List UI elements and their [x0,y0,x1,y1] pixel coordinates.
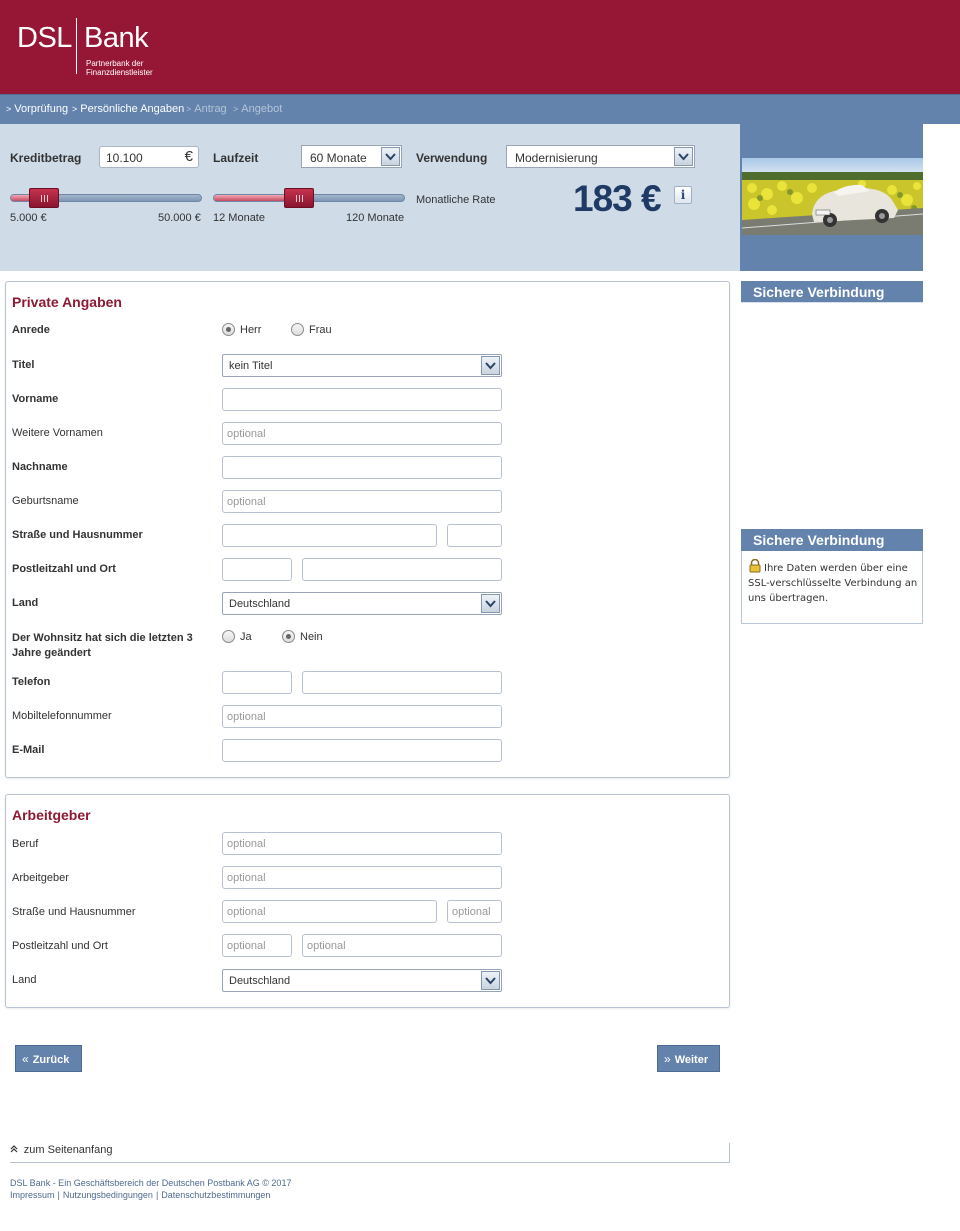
mobile-label: Mobiltelefonnummer [12,710,112,722]
salutation-radio-herr[interactable] [222,323,235,336]
grip-icon [41,195,48,202]
residence-changed-nein-label[interactable]: Nein [300,631,323,643]
hero-photo [740,124,923,271]
usage-select[interactable] [506,145,695,168]
mobile-input[interactable]: optional [222,705,502,728]
employer-zip-city-label: Postleitzahl und Ort [12,940,108,952]
city-input[interactable] [302,558,502,581]
logo-tagline [86,59,186,77]
employer-name-label: Arbeitgeber [12,872,69,884]
birthname-label: Geburtsname [12,495,79,507]
email-label: E-Mail [12,744,45,756]
usage-label: Verwendung [416,151,488,165]
job-label: Beruf [12,838,39,850]
residence-changed-radio-nein[interactable] [282,630,295,643]
site-header [0,0,960,94]
usage-value: Modernisierung [515,151,598,165]
employer-city-input[interactable]: optional [302,934,502,957]
amount-min-label: 5.000 € [10,212,47,224]
zip-input[interactable] [222,558,292,581]
footer-links [10,1190,270,1200]
country-select-value: Deutschland [229,598,291,610]
breadcrumb-step-vorpruefung[interactable]: > Vorprüfung [6,103,69,115]
street-label: Straße und Hausnummer [12,529,143,541]
lastname-input[interactable] [222,456,502,479]
salutation-radio-frau[interactable] [291,323,304,336]
breadcrumb-step-persoenliche-angaben[interactable]: > Persönliche Angaben [72,103,185,115]
lastname-label: Nachname [12,461,68,473]
double-chevron-left-icon: « [22,1052,29,1066]
salutation-herr-label[interactable]: Herr [240,324,262,336]
private-details-title: Private Angaben [12,294,122,310]
footer-link-impressum[interactable]: Impressum [10,1190,55,1200]
footer-link-separator: | [57,1190,60,1200]
logo-tagline-line2: Finanzdienstleister [86,68,153,77]
middlenames-label: Weitere Vornamen [12,427,103,439]
amount-value: 10.100 [106,151,143,165]
title-label: Titel [12,359,35,371]
monthly-rate-value: 183 € [573,178,661,219]
employer-country-label: Land [12,974,37,986]
email-input[interactable] [222,739,502,762]
firstname-label: Vorname [12,393,59,405]
employer-country-select[interactable] [222,969,502,992]
birthname-input[interactable]: optional [222,490,502,513]
logo-text-left: DSL [17,22,72,54]
amount-slider-handle[interactable] [29,188,59,208]
term-select[interactable] [301,145,402,168]
salutation-label: Anrede [12,324,50,336]
chevron-down-icon[interactable] [481,971,500,990]
footer-link-nutzungsbedingungen[interactable]: Nutzungsbedingungen [62,1190,153,1200]
logo-tagline-line1: Partnerbank der [86,59,144,68]
phone-number-input[interactable] [302,671,502,694]
lock-icon [748,559,762,573]
secure-connection-header: Sichere Verbindung [741,529,923,551]
employer-street-label: Straße und Hausnummer [12,906,136,918]
title-select[interactable] [222,354,502,377]
back-button[interactable] [15,1045,82,1072]
middlenames-input[interactable]: optional [222,422,502,445]
footer-divider [10,1162,730,1163]
amount-label: Kreditbetrag [10,151,82,165]
monthly-rate-label: Monatliche Rate [416,194,496,206]
job-input[interactable]: optional [222,832,502,855]
info-icon[interactable]: i [674,186,692,204]
residence-changed-radio-ja[interactable] [222,630,235,643]
footer-link-separator: | [155,1190,159,1200]
chevron-down-icon[interactable] [481,594,500,613]
progress-breadcrumb [0,94,960,124]
back-to-top-link[interactable] [10,1144,112,1156]
sidebar-divider [741,302,923,303]
back-button-label: Zurück [32,1054,70,1066]
term-slider[interactable] [213,194,405,202]
secure-connection-message: Ihre Daten werden über eine SSL-verschlüsselte Verbindung an uns übertragen. [748,563,918,604]
chevron-down-icon[interactable] [674,147,693,166]
country-label: Land [12,597,39,609]
residence-changed-ja-label[interactable]: Ja [240,631,252,643]
zip-city-label: Postleitzahl und Ort [12,563,116,575]
employer-country-value: Deutschland [229,975,291,987]
secure-connection-header-top: Sichere Verbindung [741,281,923,303]
term-value: 60 Monate [310,151,367,165]
chevron-down-icon[interactable] [481,356,500,375]
term-label: Laufzeit [213,151,259,165]
double-chevron-right-icon: » [664,1052,671,1066]
footer-divider-vertical [729,1143,730,1163]
next-button[interactable] [657,1045,720,1072]
secure-connection-text [748,559,920,606]
employer-zip-input[interactable]: optional [222,934,292,957]
euro-icon: € [184,148,193,165]
logo-text-right: Bank [84,22,149,54]
employer-name-input[interactable]: optional [222,866,502,889]
breadcrumb-step-angebot: > Angebot [233,103,283,115]
double-chevron-up-icon [10,1145,21,1156]
housenumber-input[interactable] [447,524,502,547]
phone-label: Telefon [12,676,51,688]
amount-slider[interactable] [10,194,202,202]
footer-copyright: DSL Bank - Ein Geschäftsbereich der Deutschen Postbank AG © 2017 [10,1178,292,1188]
secure-connection-box [741,551,923,624]
firstname-input[interactable] [222,388,502,411]
chevron-down-icon[interactable] [381,147,400,166]
phone-prefix-input[interactable] [222,671,292,694]
residence-changed-label: Der Wohnsitz hat sich die letzten 3 Jahre geändert [12,632,193,659]
logo-divider [76,18,77,74]
back-to-top-label: zum Seitenanfang [23,1144,113,1156]
amount-max-label: 50.000 € [158,212,201,224]
car-in-field-image [742,158,923,235]
breadcrumb-step-antrag: > Antrag [186,103,227,115]
next-button-label: Weiter [674,1054,709,1066]
term-min-label: 12 Monate [213,212,265,224]
grip-icon [296,195,303,202]
country-select[interactable] [222,592,502,615]
footer-link-datenschutz[interactable]: Datenschutzbestimmungen [161,1190,271,1200]
street-input[interactable] [222,524,437,547]
salutation-frau-label[interactable]: Frau [309,324,332,336]
amount-input[interactable] [99,146,199,168]
term-slider-handle[interactable] [284,188,314,208]
employer-title: Arbeitgeber [12,807,91,823]
title-select-value: kein Titel [229,360,273,372]
employer-housenumber-input[interactable]: optional [447,900,502,923]
employer-street-input[interactable]: optional [222,900,437,923]
term-max-label: 120 Monate [346,212,405,224]
